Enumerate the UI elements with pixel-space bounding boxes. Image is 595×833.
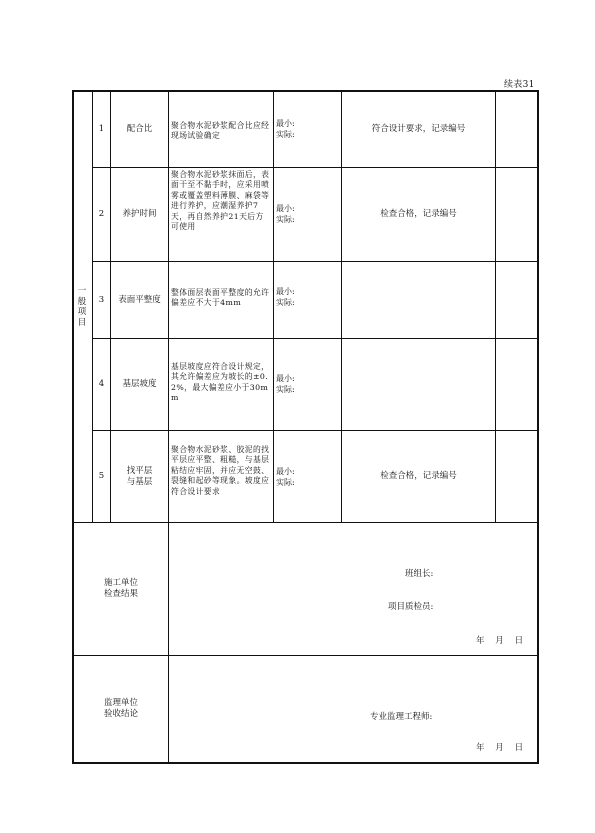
row-5-requirement: 聚合物水泥砂浆、胶泥的找平层应平整、粗糙，与基层粘结应牢固，并应无空鼓、裂缝和起砂等现象。坡度应符合设计要求 [171, 445, 270, 496]
row-1-actual: 实际: [276, 130, 295, 139]
row-1-requirement: 聚合物水泥砂浆配合比应经现场试验确定 [171, 121, 270, 141]
row-2-min: 最小: [276, 204, 295, 213]
row-1-measure [276, 118, 295, 140]
row-5-item [111, 431, 168, 522]
construction-unit-label: 施工单位 检查结果 [103, 578, 138, 599]
category-label: 一般项目 [77, 286, 87, 328]
supervising-engineer-label: 专业监理工程师: [370, 712, 433, 722]
row-4-measure [276, 373, 295, 395]
row-3-min: 最小: [276, 287, 295, 296]
row-2-item: 养护时间 [122, 209, 157, 219]
row-1-number: 1 [98, 123, 105, 134]
row-4-number: 4 [98, 379, 105, 389]
row-2-result: 检查合格，记录编号 [380, 209, 457, 219]
row-2-measure [276, 203, 295, 225]
row-4-actual: 实际: [276, 385, 295, 394]
row-2-requirement: 聚合物水泥砂浆抹面后，表面干至不黏手时，应采用喷雾或覆盖塑料薄膜、麻袋等进行养护，应潮湿养护7天，再自然养护21天后方可使用 [171, 170, 270, 232]
row-5-number: 5 [98, 471, 105, 481]
row-4-min: 最小: [276, 374, 295, 383]
document-code: 续表31 [504, 80, 535, 90]
row-4-item: 基层坡度 [122, 379, 157, 389]
construction-date: 年 月 日 [476, 636, 524, 646]
team-leader-label: 班组长: [405, 569, 434, 579]
row-5-result: 检查合格，记录编号 [380, 471, 457, 481]
row-3-number: 3 [98, 294, 105, 305]
row-1-result: 符合设计要求，记录编号 [371, 123, 466, 134]
row-5-actual: 实际: [276, 478, 295, 487]
row-2-actual: 实际: [276, 215, 295, 224]
row-1-item: 配合比 [126, 123, 153, 134]
row-3-actual: 实际: [276, 298, 295, 307]
row-5-item-text: 找平层与基层 [126, 465, 153, 487]
row-1-min: 最小: [276, 119, 295, 128]
row-4-result [342, 339, 495, 430]
row-3-measure [276, 286, 295, 308]
supervision-unit-label: 监理单位 验收结论 [103, 698, 138, 719]
supervision-date: 年 月 日 [476, 743, 524, 753]
quality-inspector-label: 项目质检员: [388, 602, 434, 612]
row-3-item: 表面平整度 [118, 294, 161, 305]
row-3-requirement: 整体面层表面平整度的允许偏差应不大于4mm [171, 288, 270, 308]
row-3-result [342, 262, 495, 338]
row-5-min: 最小: [276, 467, 295, 476]
row-5-measure [276, 466, 295, 488]
row-2-number: 2 [98, 209, 105, 219]
row-4-requirement: 基层坡度应符合设计规定，其允许偏差应为坡长的±0.2%，最大偏差应小于30mm [171, 362, 270, 403]
